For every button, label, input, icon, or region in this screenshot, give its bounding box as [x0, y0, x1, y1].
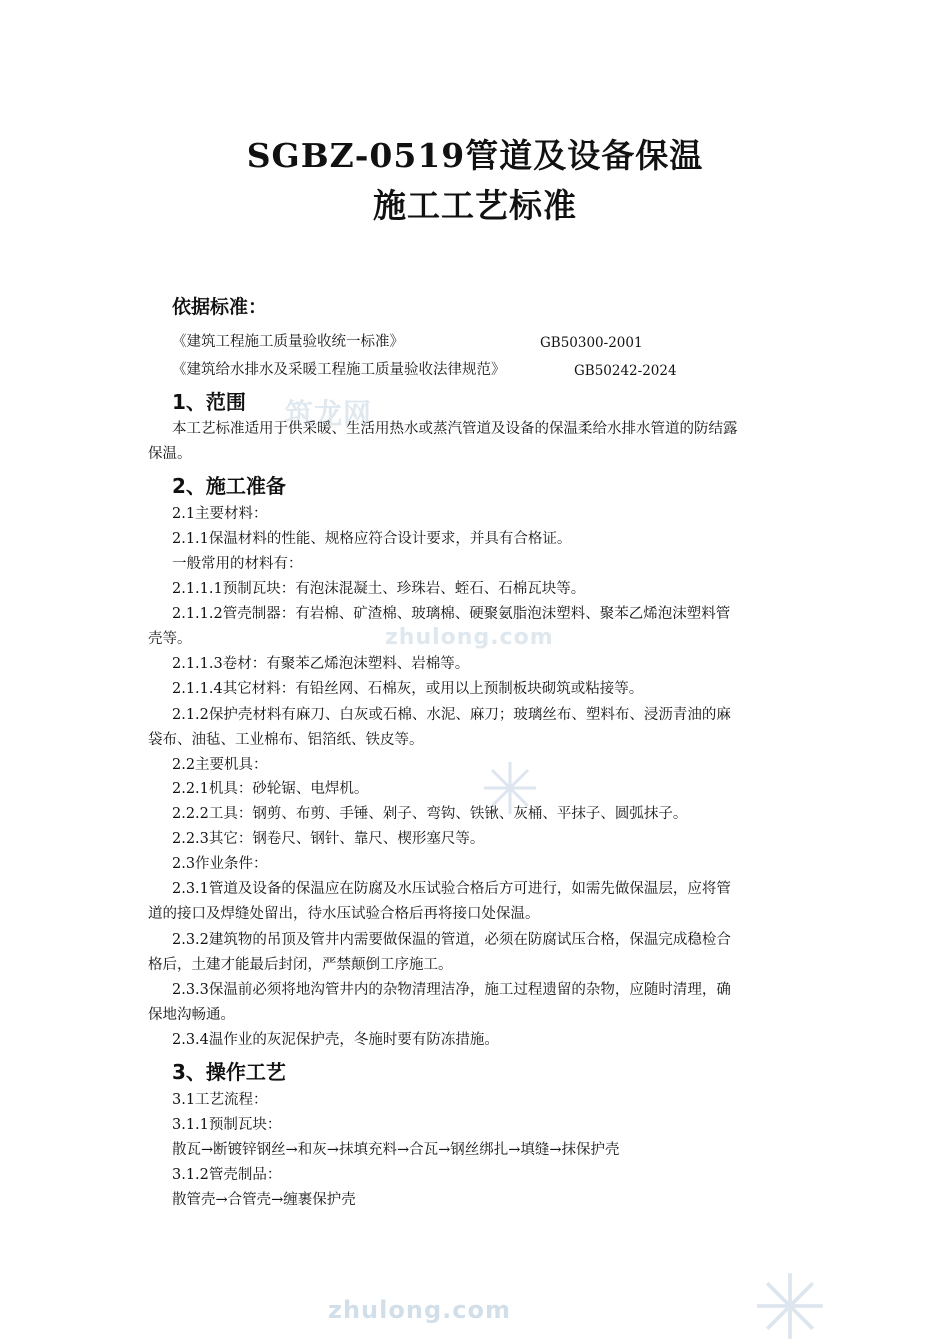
paragraph-line: 2.2.2工具：钢剪、布剪、手锤、剁子、弯钩、铁锹、灰桶、平抹子、圆弧抹子。: [172, 806, 688, 822]
paragraph-line: 3.1工艺流程：: [172, 1092, 268, 1108]
paragraph-line: 一般常用的材料有：: [172, 556, 303, 572]
paragraph-line: 3.1.2管壳制品：: [172, 1167, 282, 1183]
process-flow-line: 散管壳→合管壳→缠裹保护壳: [172, 1192, 356, 1208]
watermark-text: 筑龙网: [285, 397, 373, 430]
standard-name: 《建筑给水排水及采暖工程施工质量验收法律规范》: [172, 362, 506, 378]
paragraph-line: 2.1.1.3卷材：有聚苯乙烯泡沫塑料、岩棉等。: [172, 656, 470, 672]
paragraph-line: 2.1.2保护壳材料有麻刀、白灰或石棉、水泥、麻刀；玻璃丝布、塑料布、浸沥青油的麻: [172, 707, 731, 723]
standard-item: [172, 358, 837, 383]
snowflake-watermark-icon: [752, 1268, 828, 1344]
paragraph-line: 2.1主要材料：: [172, 506, 268, 522]
paragraph-line: 2.1.1.4其它材料：有铅丝网、石棉灰，或用以上预制板块砌筑或粘接等。: [172, 681, 644, 697]
paragraph-line: 2.3作业条件：: [172, 856, 268, 872]
standard-name: 《建筑工程施工质量验收统一标准》: [172, 334, 404, 350]
section-heading: 2、施工准备: [172, 474, 286, 498]
process-flow-line: 散瓦→断镀锌钢丝→和灰→抹填充料→合瓦→钢丝绑扎→填缝→抹保护壳: [172, 1142, 620, 1158]
standard-item: [172, 330, 837, 355]
document-title: SGBZ-0519管道及设备保温: [246, 136, 704, 175]
paragraph-line: 2.1.1.2管壳制器：有岩棉、矿渣棉、玻璃棉、硬聚氨脂泡沫塑料、聚苯乙烯泡沫塑料管: [172, 606, 731, 622]
paragraph-line: 袋布、油毡、工业棉布、铝箔纸、铁皮等。: [148, 732, 424, 748]
watermark-text: zhulong.com: [385, 625, 554, 650]
paragraph-line: 格后，土建才能最后封闭，严禁颠倒工序施工。: [148, 957, 453, 973]
paragraph-line: 保温。: [148, 446, 192, 462]
paragraph-line: 2.2.3其它：钢卷尺、钢针、靠尺、楔形塞尺等。: [172, 831, 485, 847]
paragraph-line: 2.1.1保温材料的性能、规格应符合设计要求，并具有合格证。: [172, 531, 572, 547]
standard-code: GB50300-2001: [540, 335, 643, 351]
paragraph-line: 2.3.3保温前必须将地沟管井内的杂物清理洁净，施工过程遗留的杂物，应随时清理，确: [172, 982, 731, 998]
paragraph-line: 保地沟畅通。: [148, 1007, 235, 1023]
paragraph-line: 道的接口及焊缝处留出，待水压试验合格后再将接口处保温。: [148, 906, 540, 922]
standard-code: GB50242-2024: [574, 363, 677, 379]
paragraph-line: 2.3.4温作业的灰泥保护壳，冬施时要有防冻措施。: [172, 1032, 499, 1048]
paragraph-line: 3.1.1预制瓦块：: [172, 1117, 282, 1133]
document-subtitle: 施工工艺标准: [373, 186, 577, 225]
paragraph-line: 2.1.1.1预制瓦块：有泡沫混凝土、珍珠岩、蛭石、石棉瓦块等。: [172, 581, 586, 597]
section-heading: 1、范围: [172, 390, 246, 414]
paragraph-line: 2.3.1管道及设备的保温应在防腐及水压试验合格后方可进行，如需先做保温层，应将管: [172, 881, 731, 897]
paragraph-line: 2.2.1机具：砂轮锯、电焊机。: [172, 781, 369, 797]
section-heading: 3、操作工艺: [172, 1060, 286, 1084]
paragraph-line: 壳等。: [148, 631, 192, 647]
basis-heading: 依据标准：: [172, 296, 268, 318]
watermark-text: zhulong.com: [328, 1296, 511, 1324]
paragraph-line: 2.3.2建筑物的吊顶及管井内需要做保温的管道，必须在防腐试压合格，保温完成稳检合: [172, 932, 731, 948]
paragraph-line: 2.2主要机具：: [172, 757, 268, 773]
paragraph-line: 本工艺标准适用于供采暖、生活用热水或蒸汽管道及设备的保温柔给水排水管道的防结露: [172, 421, 738, 437]
